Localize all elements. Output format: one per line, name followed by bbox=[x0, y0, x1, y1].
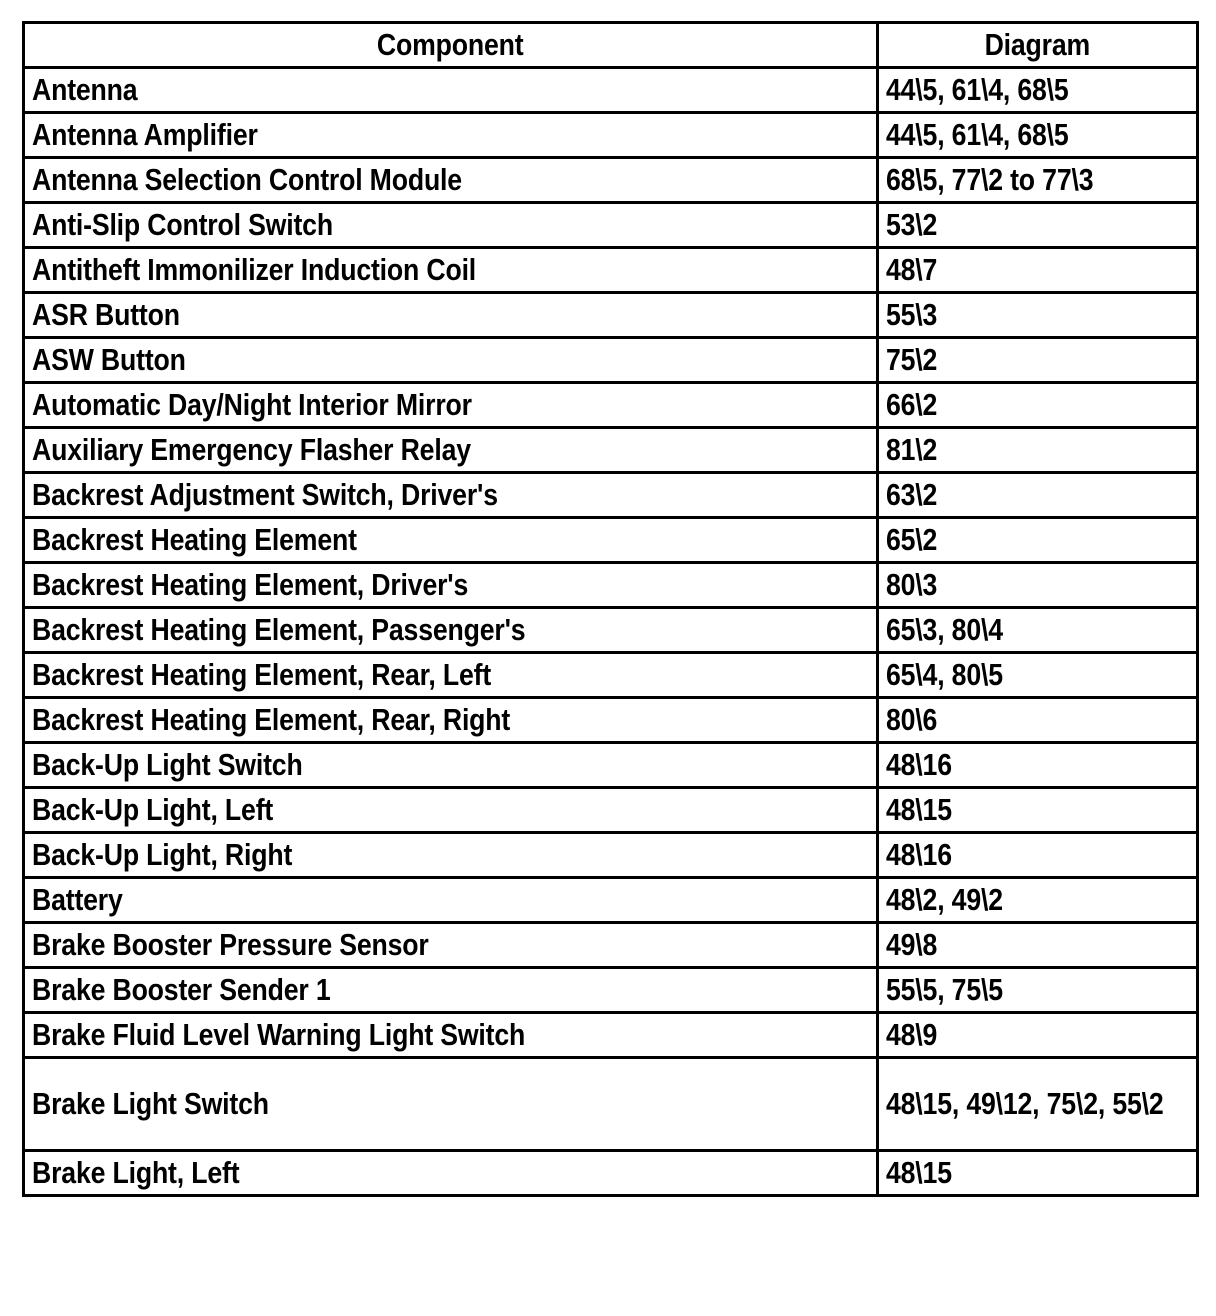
table-row bbox=[24, 833, 1198, 878]
diagram-cell bbox=[878, 203, 1198, 248]
component-cell bbox=[24, 698, 878, 743]
diagram-reference: 68\5, 77\2 to 77\3 bbox=[886, 162, 1094, 197]
component-name: ASR Button bbox=[32, 297, 180, 332]
diagram-reference: 80\3 bbox=[886, 567, 938, 602]
component-name: ASW Button bbox=[32, 342, 186, 377]
diagram-cell bbox=[878, 518, 1198, 563]
component-cell bbox=[24, 1151, 878, 1196]
component-name: Auxiliary Emergency Flasher Relay bbox=[32, 432, 471, 467]
component-cell bbox=[24, 923, 878, 968]
component-name: Brake Booster Pressure Sensor bbox=[32, 927, 429, 962]
component-name: Brake Light, Left bbox=[32, 1155, 240, 1190]
diagram-reference: 48\9 bbox=[886, 1017, 938, 1052]
diagram-cell bbox=[878, 113, 1198, 158]
diagram-reference: 53\2 bbox=[886, 207, 938, 242]
component-name: Backrest Heating Element, Rear, Left bbox=[32, 657, 492, 692]
diagram-reference: 48\16 bbox=[886, 837, 952, 872]
table-row bbox=[24, 608, 1198, 653]
component-name: Antenna Selection Control Module bbox=[32, 162, 462, 197]
table-row bbox=[24, 113, 1198, 158]
component-cell bbox=[24, 1058, 878, 1151]
component-name: Automatic Day/Night Interior Mirror bbox=[32, 387, 472, 422]
diagram-cell bbox=[878, 743, 1198, 788]
component-cell bbox=[24, 158, 878, 203]
table-row bbox=[24, 473, 1198, 518]
component-name: Backrest Heating Element, Rear, Right bbox=[32, 702, 511, 737]
component-cell bbox=[24, 338, 878, 383]
table-row bbox=[24, 1151, 1198, 1196]
component-name: Anti-Slip Control Switch bbox=[32, 207, 333, 242]
component-name: Back-Up Light, Right bbox=[32, 837, 293, 872]
component-name: Brake Light Switch bbox=[32, 1086, 269, 1121]
component-name: Battery bbox=[32, 882, 123, 917]
diagram-cell bbox=[878, 923, 1198, 968]
table-row bbox=[24, 338, 1198, 383]
table-row bbox=[24, 158, 1198, 203]
diagram-reference: 55\3 bbox=[886, 297, 938, 332]
diagram-reference: 81\2 bbox=[886, 432, 938, 467]
component-name: Brake Booster Sender 1 bbox=[32, 972, 331, 1007]
component-cell bbox=[24, 428, 878, 473]
table-row bbox=[24, 518, 1198, 563]
diagram-cell bbox=[878, 383, 1198, 428]
diagram-reference: 66\2 bbox=[886, 387, 938, 422]
component-name: Backrest Heating Element bbox=[32, 522, 357, 557]
component-cell bbox=[24, 518, 878, 563]
diagram-reference: 63\2 bbox=[886, 477, 938, 512]
component-name: Backrest Heating Element, Driver's bbox=[32, 567, 469, 602]
component-name: Antenna Amplifier bbox=[32, 117, 258, 152]
diagram-cell bbox=[878, 1151, 1198, 1196]
component-name: Back-Up Light, Left bbox=[32, 792, 274, 827]
component-name: Brake Fluid Level Warning Light Switch bbox=[32, 1017, 526, 1052]
component-cell bbox=[24, 968, 878, 1013]
diagram-reference: 75\2 bbox=[886, 342, 938, 377]
table-row bbox=[24, 923, 1198, 968]
diagram-reference: 48\2, 49\2 bbox=[886, 882, 1003, 917]
component-name: Backrest Adjustment Switch, Driver's bbox=[32, 477, 498, 512]
diagram-reference: 48\7 bbox=[886, 252, 938, 287]
table-row bbox=[24, 293, 1198, 338]
diagram-cell bbox=[878, 428, 1198, 473]
component-name: Antenna bbox=[32, 72, 138, 107]
diagram-cell bbox=[878, 968, 1198, 1013]
component-cell bbox=[24, 293, 878, 338]
diagram-reference: 49\8 bbox=[886, 927, 938, 962]
diagram-reference: 48\16 bbox=[886, 747, 952, 782]
diagram-cell bbox=[878, 698, 1198, 743]
table-header-row bbox=[24, 23, 1198, 68]
table-body bbox=[24, 68, 1198, 1196]
diagram-cell bbox=[878, 473, 1198, 518]
table-row bbox=[24, 653, 1198, 698]
component-cell bbox=[24, 608, 878, 653]
component-cell bbox=[24, 383, 878, 428]
diagram-cell bbox=[878, 1013, 1198, 1058]
diagram-cell bbox=[878, 338, 1198, 383]
component-cell bbox=[24, 1013, 878, 1058]
column-header-component-label: Component bbox=[377, 27, 524, 62]
diagram-cell bbox=[878, 293, 1198, 338]
diagram-reference: 48\15 bbox=[886, 1155, 952, 1190]
diagram-reference: 65\2 bbox=[886, 522, 938, 557]
component-cell bbox=[24, 113, 878, 158]
diagram-reference: 65\3, 80\4 bbox=[886, 612, 1003, 647]
table-row bbox=[24, 248, 1198, 293]
diagram-reference: 80\6 bbox=[886, 702, 938, 737]
diagram-cell bbox=[878, 248, 1198, 293]
component-cell bbox=[24, 248, 878, 293]
column-header-diagram-label: Diagram bbox=[984, 27, 1091, 62]
diagram-cell bbox=[878, 833, 1198, 878]
diagram-reference: 44\5, 61\4, 68\5 bbox=[886, 117, 1069, 152]
component-cell bbox=[24, 68, 878, 113]
component-cell bbox=[24, 788, 878, 833]
column-header-diagram bbox=[878, 23, 1198, 68]
component-name: Back-Up Light Switch bbox=[32, 747, 303, 782]
diagram-reference: 48\15, 49\12, 75\2, 55\2 bbox=[886, 1086, 1164, 1121]
component-cell bbox=[24, 743, 878, 788]
table-row bbox=[24, 383, 1198, 428]
table-row bbox=[24, 743, 1198, 788]
diagram-reference: 44\5, 61\4, 68\5 bbox=[886, 72, 1069, 107]
table-row bbox=[24, 203, 1198, 248]
component-cell bbox=[24, 833, 878, 878]
component-name: Backrest Heating Element, Passenger's bbox=[32, 612, 526, 647]
diagram-reference: 55\5, 75\5 bbox=[886, 972, 1003, 1007]
table-row bbox=[24, 788, 1198, 833]
diagram-cell bbox=[878, 653, 1198, 698]
diagram-cell bbox=[878, 878, 1198, 923]
table-row bbox=[24, 1013, 1198, 1058]
component-cell bbox=[24, 878, 878, 923]
diagram-reference: 48\15 bbox=[886, 792, 952, 827]
table-row bbox=[24, 698, 1198, 743]
diagram-cell bbox=[878, 158, 1198, 203]
column-header-component bbox=[24, 23, 878, 68]
diagram-cell bbox=[878, 563, 1198, 608]
table-row bbox=[24, 68, 1198, 113]
diagram-cell bbox=[878, 68, 1198, 113]
table-row bbox=[24, 968, 1198, 1013]
component-cell bbox=[24, 653, 878, 698]
table-row bbox=[24, 878, 1198, 923]
component-cell bbox=[24, 563, 878, 608]
diagram-cell bbox=[878, 608, 1198, 653]
component-cell bbox=[24, 473, 878, 518]
component-diagram-table bbox=[22, 21, 1199, 1197]
component-index-table-wrapper bbox=[22, 21, 1199, 1197]
table-row bbox=[24, 428, 1198, 473]
component-cell bbox=[24, 203, 878, 248]
component-name: Antitheft Immonilizer Induction Coil bbox=[32, 252, 477, 287]
diagram-cell bbox=[878, 788, 1198, 833]
diagram-reference: 65\4, 80\5 bbox=[886, 657, 1003, 692]
table-row bbox=[24, 1058, 1198, 1151]
diagram-cell bbox=[878, 1058, 1198, 1151]
table-row bbox=[24, 563, 1198, 608]
